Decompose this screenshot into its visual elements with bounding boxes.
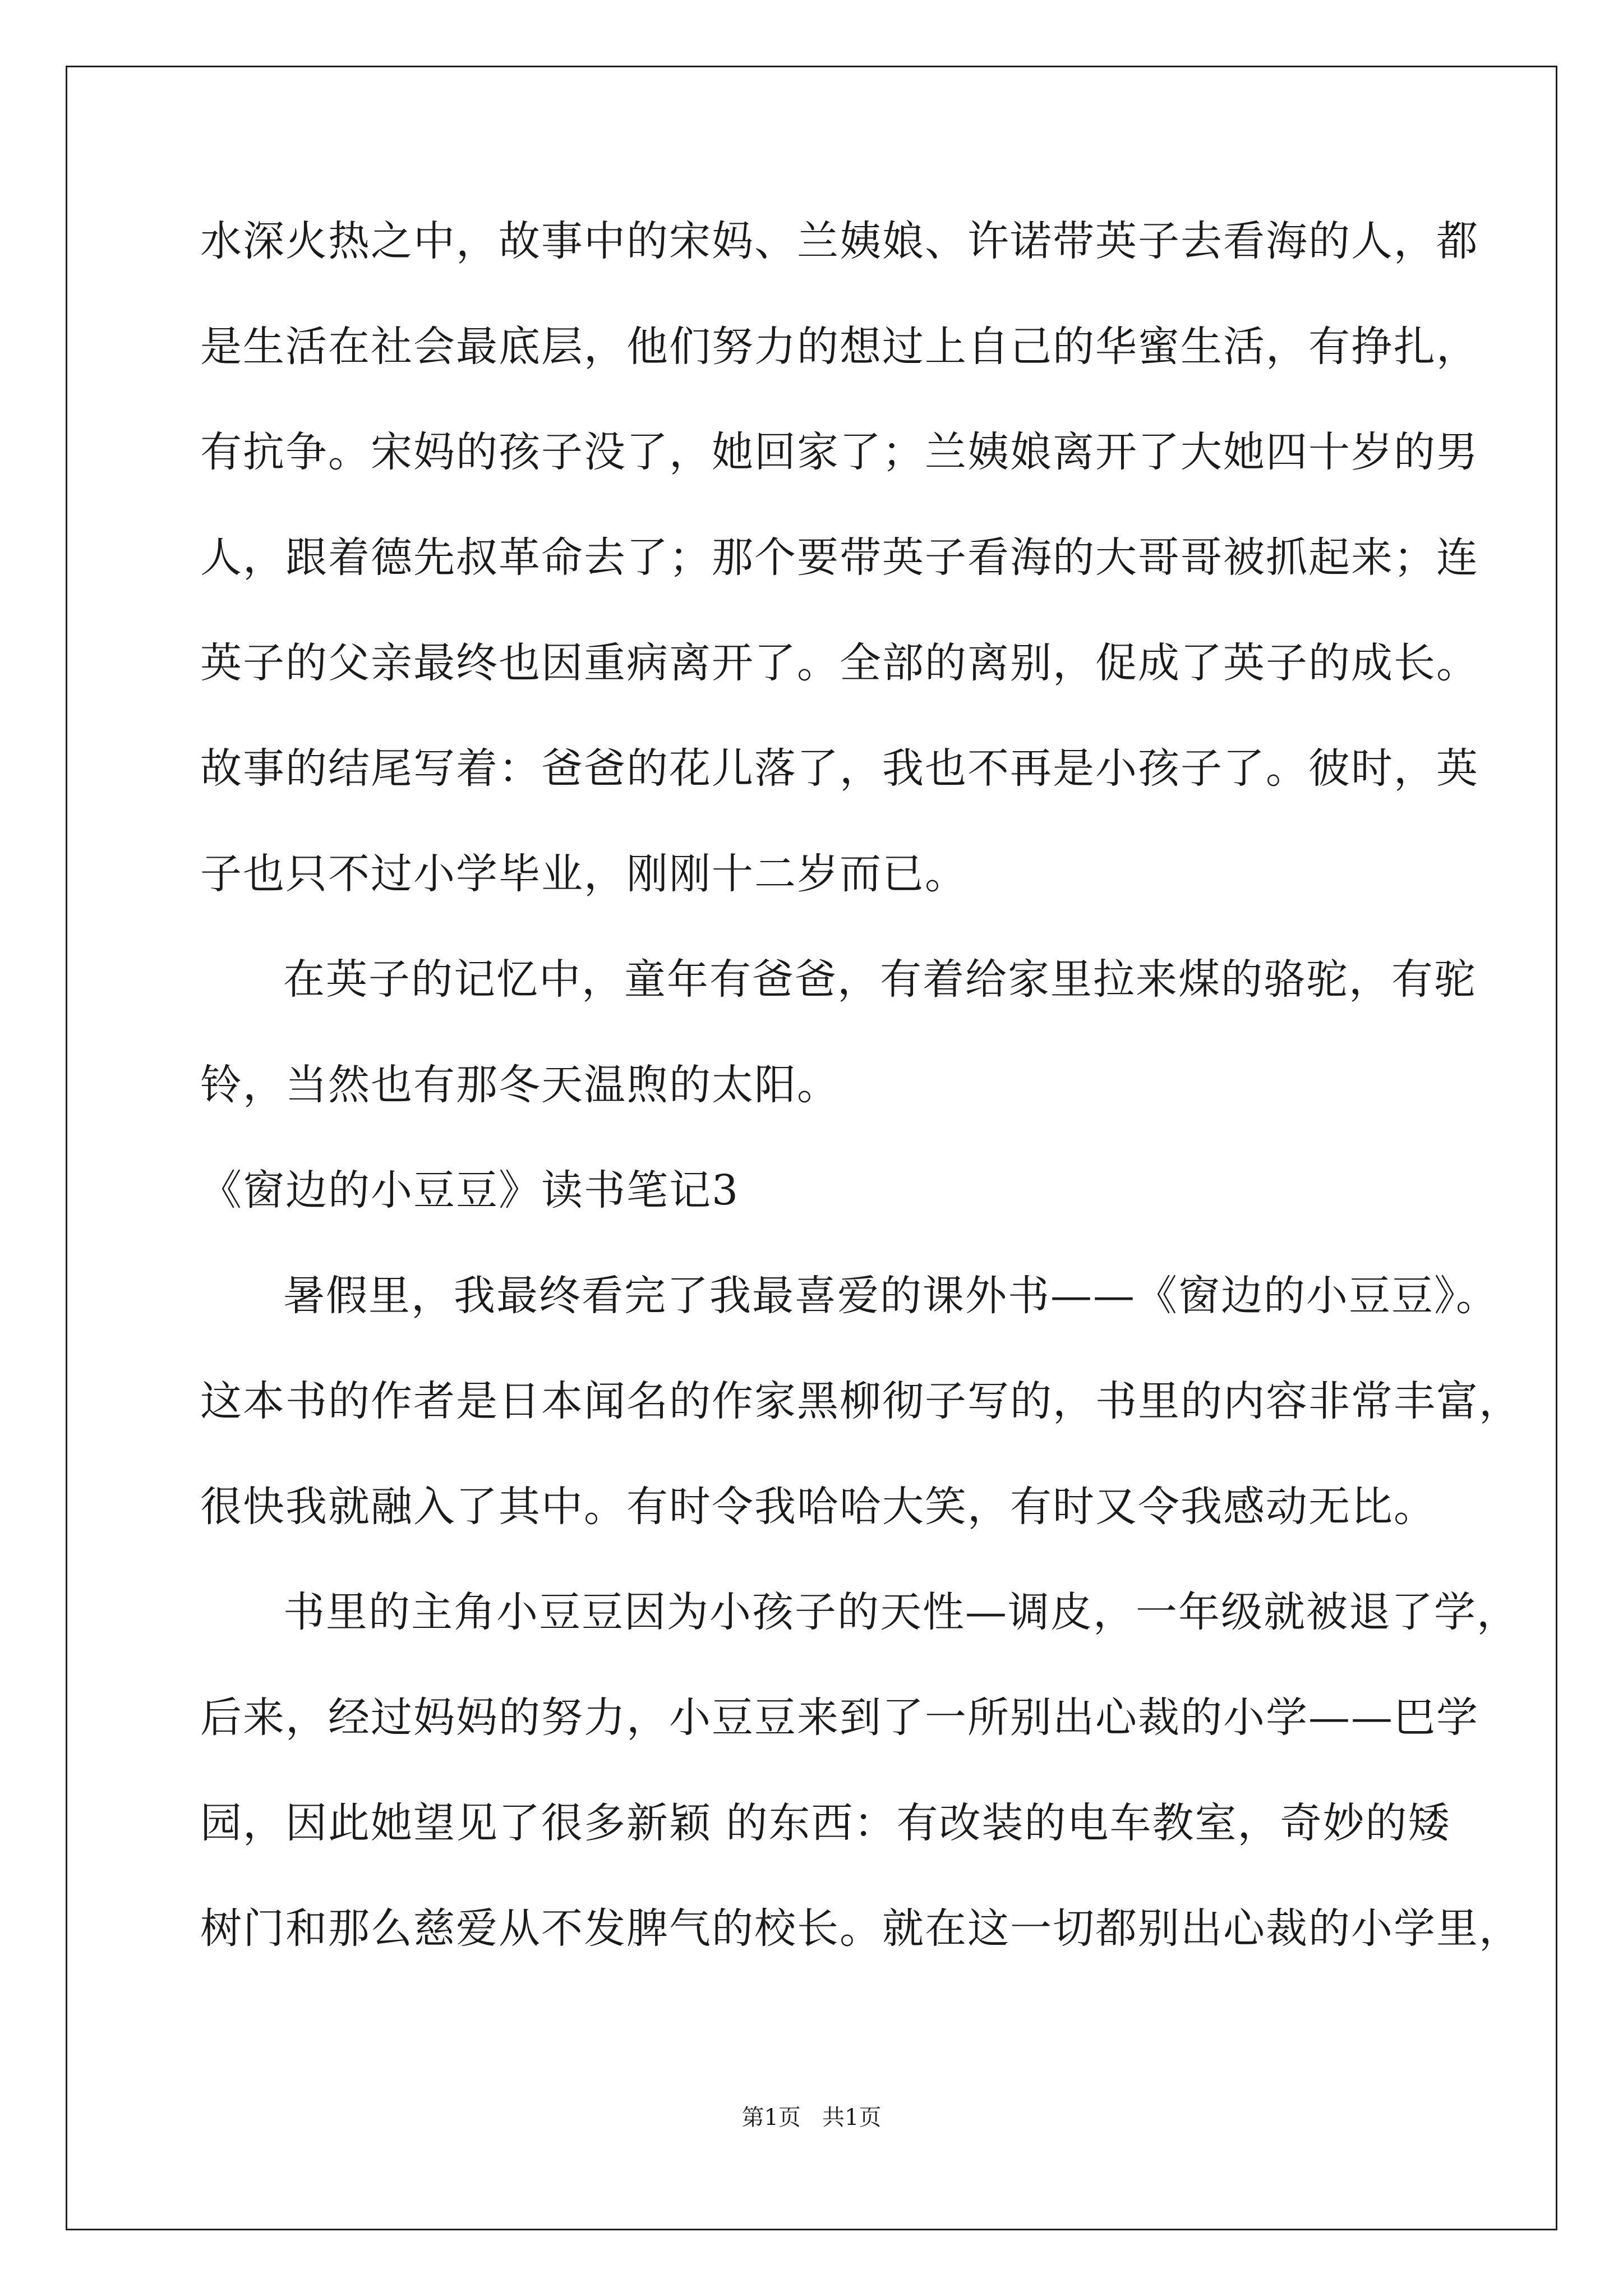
- text-line: 树门和那么慈爱从不发脾气的校长。就在这一切都别出心裁的小学里，: [200, 1904, 1521, 1953]
- text-line: 有抗争。宋妈的孩子没了，她回家了；兰姨娘离开了大她四十岁的男: [200, 428, 1479, 476]
- text-line: 后来，经过妈妈的努力，小豆豆来到了一所别出心裁的小学——巴学: [200, 1694, 1479, 1742]
- text-line: 故事的结尾写着：爸爸的花儿落了，我也不再是小孩子了。彼时，英: [200, 744, 1479, 793]
- paragraph-start-line: 暑假里，我最终看完了我最喜爱的课外书——《窗边的小豆豆》。: [283, 1272, 1498, 1320]
- section-heading: 《窗边的小豆豆》读书笔记3: [200, 1166, 740, 1214]
- text-line: 这本书的作者是日本闻名的作家黑柳彻子写的，书里的内容非常丰富，: [200, 1377, 1521, 1425]
- text-line: 人，跟着德先叔革命去了；那个要带英子看海的大哥哥被抓起来；连: [200, 533, 1479, 582]
- text-line: 水深火热之中，故事中的宋妈、兰姨娘、许诺带英子去看海的人，都: [200, 217, 1479, 265]
- page-footer: 第1页 共1页: [741, 2105, 882, 2131]
- text-line: 是生活在社会最底层，他们努力的想过上自己的华蜜生活，有挣扎，: [200, 323, 1479, 371]
- paragraph-start-line: 书里的主角小豆豆因为小孩子的天性—调皮，一年级就被退了学，: [283, 1588, 1519, 1636]
- text-line: 很快我就融入了其中。有时令我哈哈大笑，有时又令我感动无比。: [200, 1483, 1436, 1531]
- text-line: 园，因此她望见了很多新颖 的东西：有改装的电车教室，奇妙的矮: [200, 1799, 1451, 1847]
- text-line: 铃，当然也有那冬天温煦的太阳。: [200, 1061, 840, 1109]
- text-line: 子也只不过小学毕业，刚刚十二岁而已。: [200, 850, 967, 898]
- paragraph-start-line: 在英子的记忆中，童年有爸爸，有着给家里拉来煤的骆驼，有驼: [283, 955, 1477, 1004]
- text-line: 英子的父亲最终也因重病离开了。全部的离别，促成了英子的成长。: [200, 639, 1479, 687]
